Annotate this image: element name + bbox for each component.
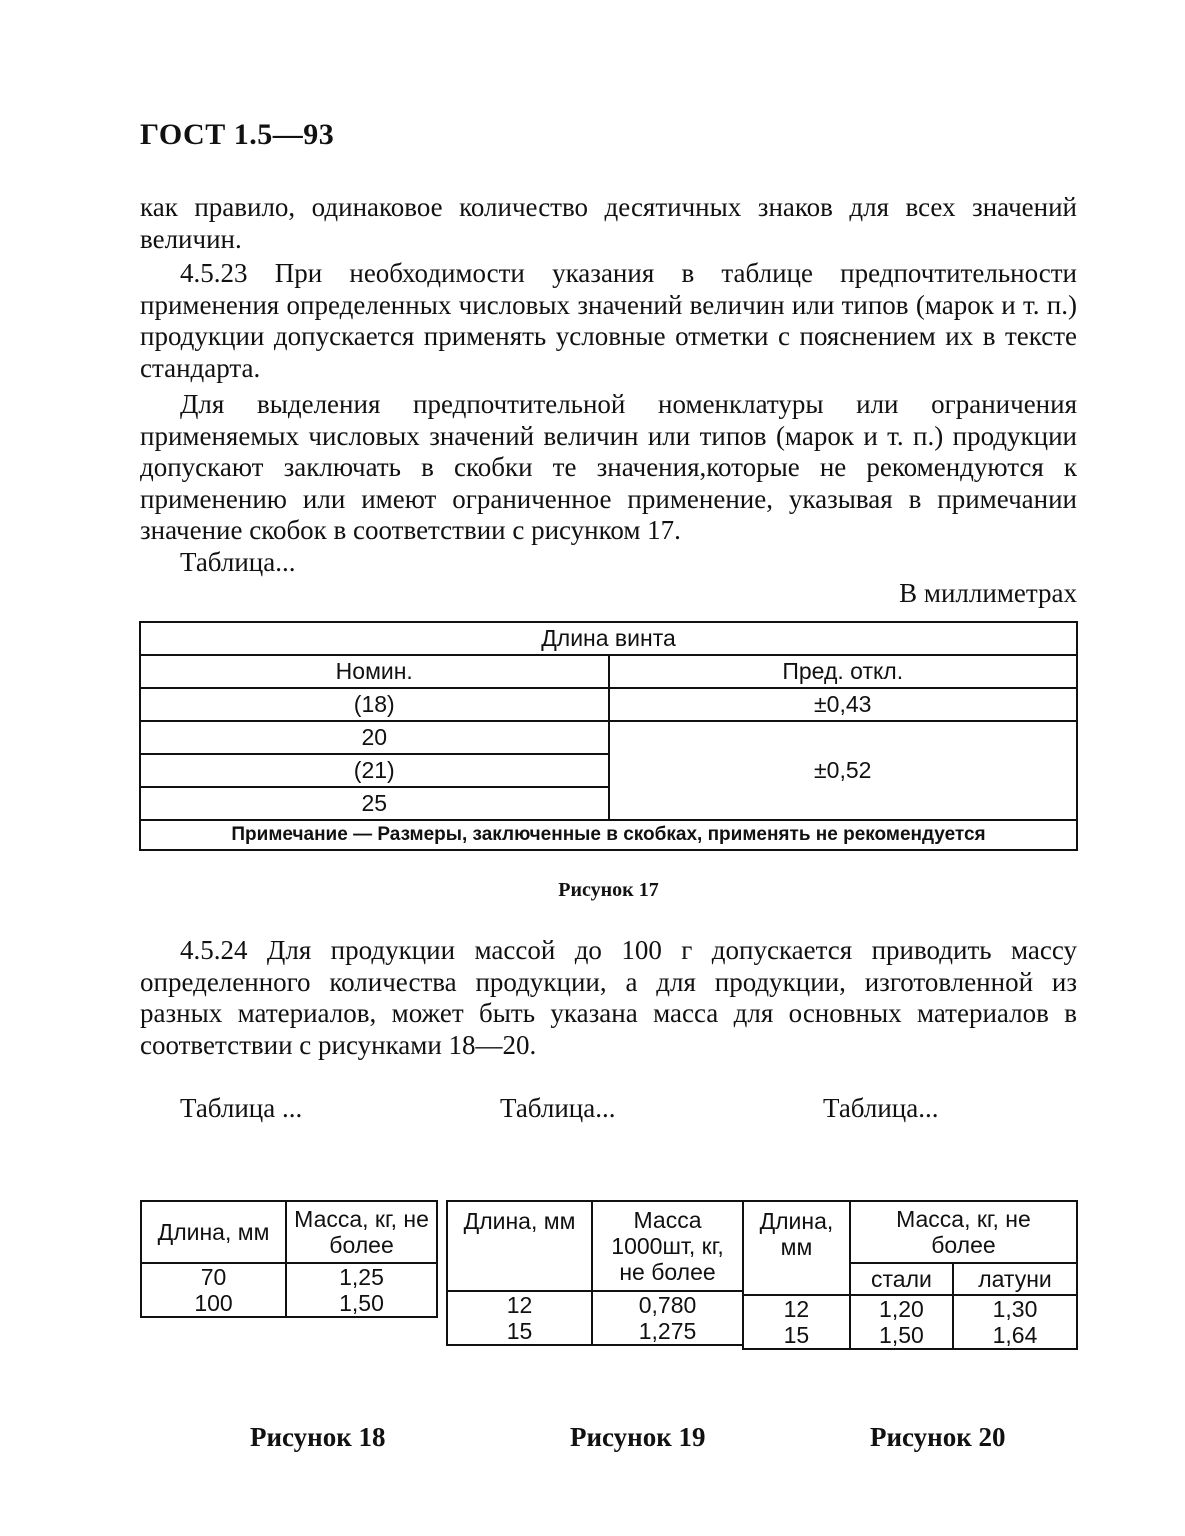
table-label: Таблица...: [180, 546, 296, 577]
table-cell: 100: [141, 1290, 286, 1317]
table-cell: 25: [140, 787, 609, 820]
table-cell: 0,780: [592, 1291, 743, 1318]
figure-18-caption: Рисунок 18: [250, 1422, 386, 1452]
paragraph-4523: 4.5.23 При необходимости указания в таблице предпочтительности применения определенных числовых значений величин или типов (марок и т. п.) продукции допускается применять условные отметки с пояснением их в тексте стандарта.: [140, 258, 1077, 383]
table-cell: 1,25: [286, 1263, 437, 1290]
table-cell: (18): [140, 688, 609, 721]
figure-17-table: [139, 621, 1078, 851]
table-cell: 1,50: [850, 1322, 953, 1349]
column-subheader: стали: [850, 1263, 953, 1295]
table-cell: 20: [140, 721, 609, 754]
table-note: Примечание — Размеры, заключенные в скобках, применять не рекомендуется: [140, 820, 1077, 850]
table-label-18: Таблица ...: [180, 1093, 303, 1123]
table-cell: 1,20: [850, 1295, 953, 1322]
page-header: ГОСТ 1.5—93: [140, 118, 335, 151]
figure-19-table: [446, 1200, 744, 1346]
paragraph-4524: 4.5.24 Для продукции массой до 100 г допускается приводить массу определенного количества продукции, а для продукции, изготовленной из разных материалов, может быть указана масса для основных материалов в соответствии с рисунками 18—20.: [140, 935, 1077, 1060]
column-header: Длина, мм: [141, 1201, 286, 1263]
figure-20-table: [742, 1200, 1078, 1350]
table-cell: ±0,43: [609, 688, 1078, 721]
body-text: [140, 192, 1077, 610]
table-title: Длина винта: [140, 622, 1077, 655]
figure-17-caption: Рисунок 17: [558, 879, 659, 901]
table-label-19: Таблица...: [500, 1093, 616, 1123]
table-cell: 1,50: [286, 1290, 437, 1317]
body-text-2: [140, 935, 1077, 1061]
column-header: Масса 1000шт, кг, не более: [592, 1201, 743, 1291]
figure-18-table: [140, 1200, 438, 1318]
column-header: Масса, кг, не более: [286, 1201, 437, 1263]
column-header: Пред. откл.: [609, 655, 1078, 688]
table-cell: 1,275: [592, 1318, 743, 1345]
table-cell: (21): [140, 754, 609, 787]
paragraph: как правило, одинаковое количество десятичных знаков для всех значений величин.: [140, 192, 1077, 254]
table-cell: 12: [447, 1291, 592, 1318]
paragraph: Для выделения предпочтительной номенклатуры или ограничения применяемых числовых значений величин или типов (марок и т. п.) продукции допускают заключать в скобки те значения,которые не рекомендуются к применению или имеют ограниченное применение, указывая в примечании значение скобок в соответствии с рисунком 17.: [140, 389, 1077, 545]
table-cell: 12: [743, 1295, 850, 1322]
figure-19-caption: Рисунок 19: [570, 1422, 706, 1452]
table-cell: 1,30: [953, 1295, 1077, 1322]
table-cell: 15: [743, 1322, 850, 1349]
column-subheader: латуни: [953, 1263, 1077, 1295]
figure-20-caption: Рисунок 20: [870, 1422, 1006, 1452]
table-cell: 1,64: [953, 1322, 1077, 1349]
table-cell: 15: [447, 1318, 592, 1345]
table-label-20: Таблица...: [823, 1093, 939, 1123]
units-label: В миллиметрах: [899, 578, 1077, 608]
table-cell: 70: [141, 1263, 286, 1290]
column-header: Масса, кг, не более: [850, 1201, 1077, 1263]
column-header: Номин.: [140, 655, 609, 688]
column-header: Длина, мм: [743, 1201, 850, 1295]
table-cell: ±0,52: [609, 721, 1078, 820]
column-header: Длина, мм: [447, 1201, 592, 1291]
